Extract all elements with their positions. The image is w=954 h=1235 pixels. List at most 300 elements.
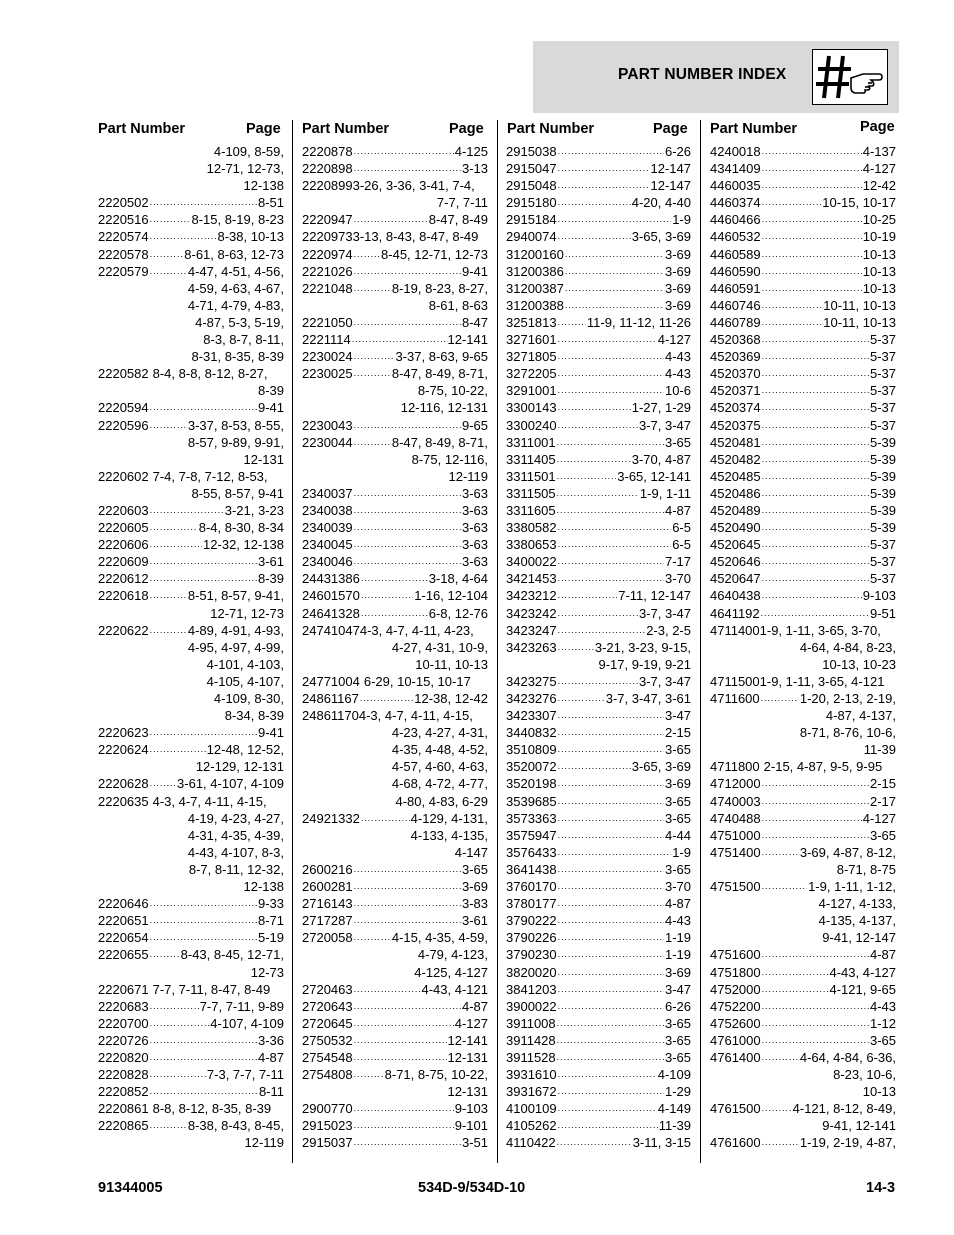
page-reference: 4-121, 9-65 bbox=[829, 981, 896, 997]
part-number: 4520368 bbox=[710, 332, 761, 348]
dot-leader bbox=[558, 775, 664, 792]
part-number: 4740003 bbox=[710, 793, 761, 809]
part-number: 4520370 bbox=[710, 366, 761, 382]
page-reference: 3-69 bbox=[664, 776, 691, 792]
dot-leader bbox=[558, 417, 638, 434]
page-reference: 9-41 bbox=[257, 725, 284, 741]
page-reference: 3-63 bbox=[461, 554, 488, 570]
page-reference: 3-69 bbox=[664, 263, 691, 279]
hash-pointing-hand-icon bbox=[812, 49, 888, 105]
dot-leader bbox=[762, 793, 869, 810]
part-number: 3520198 bbox=[506, 776, 557, 792]
part-number: 3440832 bbox=[506, 725, 557, 741]
index-entry bbox=[506, 434, 691, 451]
index-entry bbox=[506, 810, 691, 827]
index-entry bbox=[710, 998, 896, 1015]
page-reference: 4-121, 8-12, 8-49, bbox=[792, 1101, 896, 1117]
page-reference: 4-43 bbox=[664, 366, 691, 382]
index-entry-continuation: 4-19, 4-23, 4-27, bbox=[187, 810, 284, 826]
index-entry bbox=[506, 981, 691, 998]
index-entry-continuation: 4-27, 4-31, 10-9, bbox=[391, 639, 488, 655]
page-reference: 8-47, 8-49, 8-71, bbox=[391, 434, 488, 450]
index-entry bbox=[302, 1134, 488, 1151]
dot-leader bbox=[762, 946, 869, 963]
part-number: 3423212 bbox=[506, 588, 557, 604]
part-number: 4460589 bbox=[710, 246, 761, 262]
part-number: 3271601 bbox=[506, 332, 557, 348]
part-number: 4751500 bbox=[710, 879, 761, 895]
dot-leader bbox=[558, 536, 672, 553]
index-entry-continuation: 8-39 bbox=[257, 383, 284, 399]
index-entry bbox=[98, 246, 284, 263]
index-entry-continuation: 4-127, 4-133, bbox=[818, 896, 896, 912]
dot-leader bbox=[352, 331, 447, 348]
page-reference: 1-9, 1-11, 1-12, bbox=[808, 879, 896, 895]
dot-leader bbox=[762, 246, 862, 263]
part-number: 3820020 bbox=[506, 964, 557, 980]
page-reference: 8-51, 8-57, 9-41, bbox=[187, 588, 284, 604]
page-reference: 3-7, 3-47 bbox=[638, 605, 691, 621]
part-number: 2220726 bbox=[98, 1032, 149, 1048]
index-entry bbox=[98, 587, 284, 604]
part-number: 47114001-9, 1-11, 3-65, 3-70, bbox=[710, 622, 881, 638]
page-reference: 7-11, 12-147 bbox=[618, 588, 691, 604]
index-entry-continuation: 4-87, 4-137, bbox=[825, 708, 896, 724]
dot-leader bbox=[558, 331, 657, 348]
index-entry bbox=[710, 536, 896, 553]
dot-leader bbox=[150, 570, 257, 587]
index-entry bbox=[302, 485, 488, 502]
index-entry bbox=[302, 570, 488, 587]
page-reference: 3-69 bbox=[664, 964, 691, 980]
entry-gap bbox=[881, 622, 885, 639]
page-reference: 7-7, 7-11, 8-47, 8-49 bbox=[152, 981, 271, 997]
page-reference: 4-64, 4-84, 6-36, bbox=[799, 1049, 896, 1065]
page-reference: 3-70, 4-87 bbox=[631, 451, 691, 467]
part-number: 2720643 bbox=[302, 998, 353, 1014]
page-reference: 3-63 bbox=[461, 502, 488, 518]
part-number: 2220852 bbox=[98, 1084, 149, 1100]
index-entry bbox=[506, 382, 691, 399]
part-number: 2220618 bbox=[98, 588, 149, 604]
part-number: 2220605 bbox=[98, 520, 149, 536]
dot-leader bbox=[557, 451, 631, 468]
dot-leader bbox=[762, 587, 862, 604]
index-entry bbox=[710, 878, 896, 895]
part-number: 2221050 bbox=[302, 314, 353, 330]
index-entry bbox=[98, 263, 284, 280]
dot-leader bbox=[354, 536, 461, 553]
part-number: 3423275 bbox=[506, 673, 557, 689]
index-entry bbox=[710, 758, 896, 775]
dot-leader bbox=[361, 587, 413, 604]
index-entry-continuation: 8-71, 8-76, 10-6, bbox=[799, 725, 896, 741]
index-entry bbox=[506, 929, 691, 946]
dot-leader bbox=[150, 1083, 258, 1100]
page-reference: 4-3, 4-7, 4-11, 4-15, bbox=[152, 793, 267, 809]
page-reference: 3-7, 3-47 bbox=[638, 673, 691, 689]
dot-leader bbox=[762, 878, 807, 895]
page-reference: 3-37, 8-63, 9-65 bbox=[395, 349, 488, 365]
dot-leader bbox=[762, 194, 822, 211]
dot-leader bbox=[762, 160, 862, 177]
dot-leader bbox=[150, 263, 187, 280]
dot-leader bbox=[558, 143, 664, 160]
dot-leader bbox=[361, 810, 410, 827]
dot-leader bbox=[557, 1134, 632, 1151]
part-number: 3520072 bbox=[506, 759, 557, 775]
part-number: 4110422 bbox=[506, 1135, 556, 1151]
part-number: 4520645 bbox=[710, 537, 761, 553]
part-number: 2940074 bbox=[506, 229, 557, 245]
dot-leader bbox=[354, 1100, 454, 1117]
dot-leader bbox=[150, 587, 187, 604]
dot-leader bbox=[354, 1032, 447, 1049]
document-number: 91344005 bbox=[98, 1180, 163, 1196]
index-entry bbox=[98, 211, 284, 228]
index-entry bbox=[506, 536, 691, 553]
part-number: 2720645 bbox=[302, 1015, 353, 1031]
page-reference: 3-83 bbox=[461, 896, 488, 912]
index-entry bbox=[506, 365, 691, 382]
page-reference: 12-131 bbox=[447, 1049, 488, 1065]
part-number: 2221026 bbox=[302, 263, 353, 279]
index-entry bbox=[506, 553, 691, 570]
page-reference: 5-19 bbox=[257, 930, 284, 946]
index-entry bbox=[710, 348, 896, 365]
dot-leader bbox=[762, 297, 823, 314]
dot-leader bbox=[354, 246, 380, 263]
page-reference: 12-38, 12-42 bbox=[414, 691, 488, 706]
page-reference: 11-9, 11-12, 11-26 bbox=[586, 314, 691, 330]
part-number: 3576433 bbox=[506, 844, 557, 860]
dot-leader bbox=[557, 1015, 664, 1032]
part-number: 2220628 bbox=[98, 776, 149, 792]
index-entry bbox=[506, 622, 691, 639]
dot-leader bbox=[558, 194, 631, 211]
page-reference: 5-37 bbox=[869, 571, 896, 587]
index-entry bbox=[302, 895, 488, 912]
part-number: 3911528 bbox=[506, 1049, 556, 1065]
page-reference: 2-3, 2-5 bbox=[646, 622, 691, 638]
part-number: 2220974 bbox=[302, 246, 353, 262]
dot-leader bbox=[354, 314, 461, 331]
page-reference: 4-87 bbox=[664, 502, 691, 518]
page-reference: 4-43 bbox=[664, 913, 691, 929]
index-entry bbox=[302, 690, 488, 707]
index-entry bbox=[710, 502, 896, 519]
page-reference: 6-29, 10-15, 10-17 bbox=[363, 673, 471, 689]
page-reference: 1-19 bbox=[664, 930, 691, 946]
index-entry-continuation: 8-71, 8-75 bbox=[836, 861, 896, 877]
index-entry bbox=[302, 912, 488, 929]
index-entry bbox=[98, 468, 284, 485]
index-entry bbox=[710, 964, 896, 981]
dot-leader bbox=[150, 912, 257, 929]
dot-leader bbox=[762, 536, 869, 553]
index-entry bbox=[506, 314, 691, 331]
index-entry bbox=[302, 553, 488, 570]
part-number: 2220622 bbox=[98, 622, 149, 638]
part-number: 2717287 bbox=[302, 913, 353, 929]
part-number: 4460466 bbox=[710, 212, 761, 228]
index-entry bbox=[302, 998, 488, 1015]
part-number: 24861167 bbox=[302, 691, 359, 706]
index-entry bbox=[302, 587, 488, 604]
index-entry bbox=[302, 673, 488, 690]
index-entry-continuation: 4-64, 4-84, 8-23, bbox=[799, 639, 896, 655]
index-entry-continuation: 10-13, 10-23 bbox=[822, 656, 896, 672]
index-entry bbox=[98, 775, 284, 792]
dot-leader bbox=[558, 314, 586, 331]
page-reference: 3-65 bbox=[664, 1032, 691, 1048]
page-reference: 10-19 bbox=[862, 229, 896, 245]
dot-leader bbox=[558, 929, 664, 946]
index-entry bbox=[506, 177, 691, 194]
page-reference: 9-41 bbox=[257, 400, 284, 416]
part-number: 2220635 bbox=[98, 793, 149, 809]
dot-leader bbox=[354, 929, 391, 946]
part-number: 47115001-9, 1-11, 3-65, 4-121 bbox=[710, 673, 885, 689]
dot-leader bbox=[354, 1049, 447, 1066]
page-reference: 7-3, 7-7, 7-11 bbox=[206, 1067, 284, 1083]
index-entry-continuation: 4-57, 4-60, 4-63, bbox=[391, 759, 488, 775]
dot-leader bbox=[150, 946, 180, 963]
part-number: 4460789 bbox=[710, 314, 761, 330]
part-number: 2220609 bbox=[98, 554, 149, 570]
dot-leader bbox=[762, 844, 799, 861]
entry-gap bbox=[473, 707, 477, 724]
part-number: 4460590 bbox=[710, 263, 761, 279]
dot-leader bbox=[354, 912, 461, 929]
index-entry bbox=[710, 382, 896, 399]
part-number: 2915047 bbox=[506, 161, 557, 177]
dot-leader bbox=[150, 228, 217, 245]
dot-leader bbox=[150, 998, 199, 1015]
dot-leader bbox=[558, 895, 664, 912]
index-entry bbox=[710, 553, 896, 570]
index-entry bbox=[710, 143, 896, 160]
page-reference: 3-7, 3-47, 3-61 bbox=[605, 691, 691, 706]
index-entry bbox=[506, 793, 691, 810]
index-entry bbox=[710, 297, 896, 314]
index-entry-continuation: 11-39 bbox=[863, 742, 896, 758]
page-reference: 9-101 bbox=[454, 1118, 488, 1134]
page-reference: 3-61 bbox=[257, 554, 284, 570]
part-number: 4640438 bbox=[710, 588, 761, 604]
index-entry bbox=[710, 228, 896, 245]
index-entry-continuation: 8-55, 8-57, 9-41 bbox=[191, 485, 284, 501]
index-entry-continuation: 4-125, 4-127 bbox=[414, 964, 488, 980]
dot-leader bbox=[150, 741, 206, 758]
page-reference: 3-36 bbox=[257, 1032, 284, 1048]
page-reference: 4-127 bbox=[862, 161, 896, 177]
header-banner bbox=[533, 41, 899, 113]
part-number: 4712000 bbox=[710, 776, 761, 792]
page-reference: 12-147 bbox=[650, 178, 691, 194]
page-reference: 6-8, 12-76 bbox=[428, 605, 488, 621]
dot-leader bbox=[150, 211, 191, 228]
page-reference: 3-65 bbox=[664, 1049, 691, 1065]
index-entry bbox=[506, 160, 691, 177]
dot-leader bbox=[354, 143, 454, 160]
page-reference: 3-69 bbox=[664, 280, 691, 296]
page-reference: 5-39 bbox=[869, 434, 896, 450]
index-entry bbox=[710, 1134, 896, 1151]
page-reference: 5-37 bbox=[869, 554, 896, 570]
dot-leader bbox=[558, 570, 664, 587]
index-entry bbox=[506, 331, 691, 348]
index-entry bbox=[302, 1066, 488, 1083]
dot-leader bbox=[558, 519, 672, 536]
index-entry-continuation: 7-7, 7-11 bbox=[436, 195, 488, 211]
dot-leader bbox=[558, 878, 664, 895]
dot-leader bbox=[558, 399, 631, 416]
page-reference: 8-43, 8-45, 12-71, bbox=[180, 947, 284, 963]
index-entry bbox=[710, 211, 896, 228]
page-reference: 8-8, 8-12, 8-35, 8-39 bbox=[152, 1101, 272, 1117]
page-reference: 4-107, 4-109 bbox=[210, 1015, 284, 1031]
index-entry-continuation: 12-119 bbox=[448, 468, 488, 484]
index-entry bbox=[710, 314, 896, 331]
index-entry-continuation: 12-71, 12-73, bbox=[206, 161, 284, 177]
dot-leader bbox=[354, 502, 461, 519]
index-entry bbox=[98, 553, 284, 570]
part-number: 2220516 bbox=[98, 212, 149, 228]
index-entry bbox=[98, 536, 284, 553]
page-reference: 10-13 bbox=[862, 280, 896, 296]
index-entry bbox=[710, 1015, 896, 1032]
index-entry bbox=[710, 827, 896, 844]
index-entry-continuation: 4-101, 4-103, bbox=[206, 656, 284, 672]
index-entry bbox=[302, 228, 488, 245]
part-number: 4761400 bbox=[710, 1049, 761, 1065]
page-reference: 1-19 bbox=[664, 947, 691, 963]
part-number: 2220596 bbox=[98, 417, 149, 433]
part-number: 2220612 bbox=[98, 571, 149, 587]
part-number: 2220861 bbox=[98, 1101, 149, 1117]
page-reference: 3-65, 12-141 bbox=[617, 468, 691, 484]
part-number: 2220865 bbox=[98, 1118, 149, 1134]
dot-leader bbox=[558, 690, 605, 707]
column-header-part-number: Part Number bbox=[710, 121, 798, 137]
index-entry bbox=[302, 981, 488, 998]
part-number: 4752200 bbox=[710, 998, 761, 1014]
part-number: 3400022 bbox=[506, 554, 557, 570]
page-reference: 3-65 bbox=[869, 827, 896, 843]
page-reference: 3-65 bbox=[869, 1032, 896, 1048]
part-number: 22209733-13, 8-43, 8-47, 8-49 bbox=[302, 229, 479, 245]
page-reference: 1-29 bbox=[664, 1084, 691, 1100]
part-number: 3573363 bbox=[506, 810, 557, 826]
dot-leader bbox=[762, 485, 869, 502]
dot-leader bbox=[150, 417, 187, 434]
page-reference: 9-103 bbox=[454, 1101, 488, 1117]
part-number: 4105262 bbox=[506, 1118, 557, 1134]
part-number: 31200386 bbox=[506, 263, 564, 279]
page-reference: 12-48, 12-52, bbox=[206, 742, 284, 758]
part-number: 2220671 bbox=[98, 981, 149, 997]
index-entry bbox=[506, 1100, 691, 1117]
dot-leader bbox=[354, 211, 428, 228]
dot-leader bbox=[762, 553, 869, 570]
dot-leader bbox=[762, 827, 869, 844]
index-entry bbox=[302, 348, 488, 365]
dot-leader bbox=[360, 690, 413, 707]
index-entry bbox=[710, 451, 896, 468]
part-number: 3423242 bbox=[506, 605, 557, 621]
dot-leader bbox=[762, 228, 862, 245]
page-reference: 10-15, 10-17 bbox=[822, 195, 896, 211]
part-number: 3790226 bbox=[506, 930, 557, 946]
dot-leader bbox=[558, 724, 664, 741]
index-entry-continuation: 12-129, 12-131 bbox=[195, 759, 284, 775]
index-entry bbox=[710, 399, 896, 416]
dot-leader bbox=[354, 348, 395, 365]
index-entry bbox=[98, 946, 284, 963]
part-number: 4711800 bbox=[710, 759, 760, 775]
dot-leader bbox=[762, 1032, 869, 1049]
page-reference: 8-47, 8-49, 8-71, bbox=[391, 366, 488, 382]
index-entry bbox=[98, 998, 284, 1015]
index-entry bbox=[302, 280, 488, 297]
index-entry bbox=[710, 263, 896, 280]
index-entry-continuation: 9-17, 9-19, 9-21 bbox=[598, 656, 691, 672]
index-entry bbox=[98, 1100, 284, 1117]
dot-leader bbox=[150, 929, 257, 946]
part-number: 4341409 bbox=[710, 161, 761, 177]
index-entry-continuation: 4-105, 4-107, bbox=[206, 673, 284, 689]
dot-leader bbox=[558, 810, 664, 827]
dot-leader bbox=[565, 246, 664, 263]
part-number: 2915184 bbox=[506, 212, 557, 228]
index-entry-continuation: 12-138 bbox=[243, 879, 284, 895]
part-number: 2340045 bbox=[302, 537, 353, 553]
index-entry bbox=[98, 1015, 284, 1032]
page-number: 14-3 bbox=[866, 1180, 896, 1196]
index-entry bbox=[710, 981, 896, 998]
index-entry-continuation: 4-68, 4-72, 4-77, bbox=[391, 776, 488, 792]
index-entry bbox=[506, 895, 691, 912]
dot-leader bbox=[762, 365, 869, 382]
index-entry bbox=[98, 622, 284, 639]
column-divider bbox=[700, 120, 701, 1163]
page-reference: 1-9, 1-11 bbox=[639, 485, 691, 501]
dot-leader bbox=[354, 1117, 454, 1134]
page-reference: 8-4, 8-8, 8-12, 8-27, bbox=[152, 366, 268, 382]
part-number: 3780177 bbox=[506, 896, 557, 912]
index-entry bbox=[710, 1032, 896, 1049]
index-entry bbox=[506, 297, 691, 314]
dot-leader bbox=[565, 263, 664, 280]
index-entry bbox=[98, 793, 284, 810]
dot-leader bbox=[558, 981, 664, 998]
index-entry bbox=[506, 1032, 691, 1049]
index-entry-continuation: 12-116, 12-131 bbox=[400, 400, 488, 416]
dot-leader bbox=[557, 1049, 664, 1066]
index-entry bbox=[98, 1049, 284, 1066]
dot-leader bbox=[558, 160, 650, 177]
page-reference: 3-69 bbox=[461, 879, 488, 895]
index-entry bbox=[710, 622, 896, 639]
dot-leader bbox=[150, 1066, 206, 1083]
index-entry bbox=[302, 622, 488, 639]
column-header-page: Page bbox=[449, 121, 484, 137]
index-entry bbox=[98, 519, 284, 536]
part-number: 2340037 bbox=[302, 485, 353, 501]
index-entry-continuation: 9-41, 12-141 bbox=[822, 1118, 896, 1134]
index-entry bbox=[302, 605, 488, 622]
